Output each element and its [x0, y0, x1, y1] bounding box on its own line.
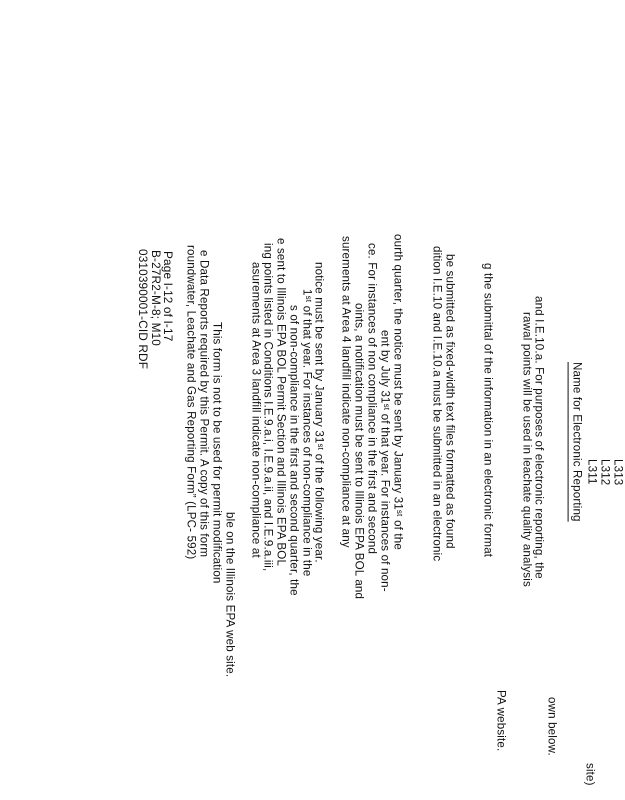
para6-line-2: and I.E.10.a. For purposes of electronic reporting, the	[532, 296, 546, 579]
table-row: L312	[598, 459, 612, 486]
para2-line-4: s of non-compliance in the first and second quarter, the	[287, 305, 301, 596]
para5-line-2: PA website.	[494, 690, 508, 752]
table-partial-label: site)	[583, 763, 597, 786]
para1-line-3: This form is not to be used for permit modification	[210, 322, 224, 584]
table-row: L313	[611, 459, 625, 486]
para3-line-2: oints, a notification must be sent to Illinois EPA BOL and	[352, 303, 366, 600]
para1-line-1: roundwater, Leachate and Gas Reporting Form” (LPC- 592)	[184, 245, 198, 560]
para6-line-3: own below.	[545, 697, 559, 756]
para2-line-6: notice must be sent by January 31ˢᵗ of the following year.	[312, 262, 326, 563]
para6-line-1: rawal points will be used in leachate quality analysis	[520, 312, 534, 587]
para3-line-5: ourth quarter, the notice must be sent by January 31ˢᵗ of the	[391, 234, 405, 550]
para3-line-3: ce. For instances of non compliance in the first and second	[365, 243, 379, 555]
permit-number-line: B-27R2-M-8; M10	[148, 250, 163, 346]
page-number-line: Page I-12 of I-17	[160, 251, 175, 342]
document-id-line: 0310390001-CID RDF	[135, 249, 150, 370]
para2-line-2: ing points listed in Conditions I.E.9.a.i, I.E.9.a.ii, and I.E.9.a.iii,	[261, 243, 275, 572]
para4-line-1: dition I.E.10 and I.E.10.a must be submitted in an electronic	[430, 246, 444, 562]
para5-line-1: g the submittal of the information in an electronic format	[481, 263, 495, 558]
para3-line-4: ent by July 31ˢᵗ of that year. For instances of non-	[378, 330, 392, 592]
para3-line-1: surements at Area 4 landfill indicate non-compliance at any	[339, 236, 353, 548]
para1-line-2: e Data Reports required by this Permit. A copy of this form	[197, 250, 211, 558]
para4-line-2: be submitted as fixed-width text files formatted as found	[443, 254, 457, 549]
table-column-header: Name for Electronic Reporting	[570, 362, 584, 522]
para1-line-4: ble on the Illinois EPA web site.	[223, 512, 237, 678]
table-row: L311	[585, 459, 599, 485]
para2-line-1: asurements at Area 3 landfill indicate non-compliance at	[249, 262, 263, 558]
para2-line-3: e sent to Illinois EPA BOL Permit Section and Illinois EPA BOL	[274, 238, 288, 567]
para2-line-5: 1ˢᵗ of that year. For instances of non-compliance in the	[300, 289, 314, 577]
